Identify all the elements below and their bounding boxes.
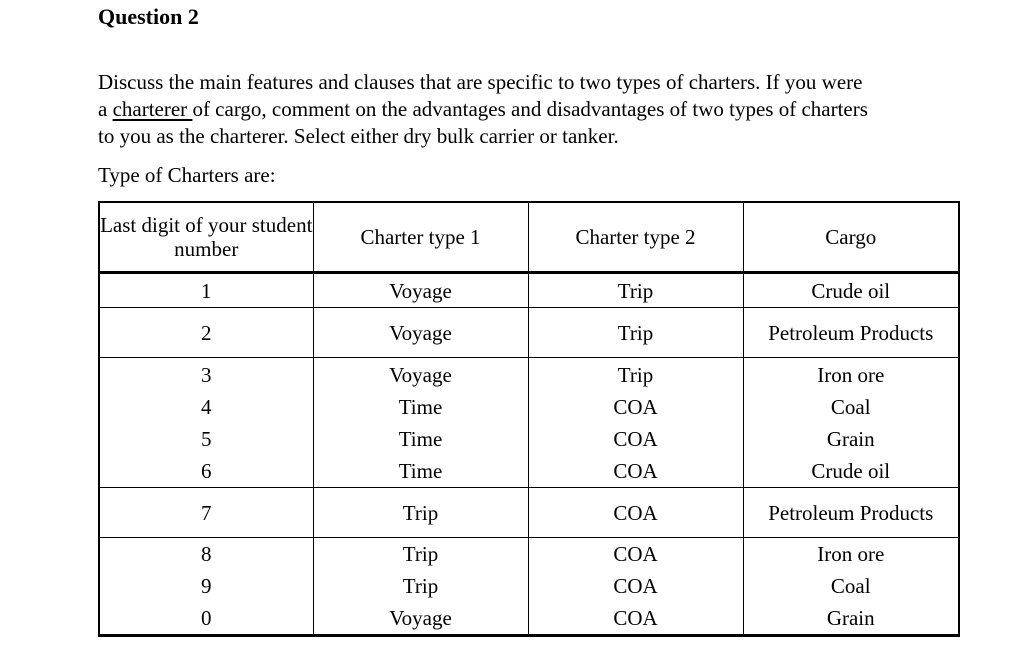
table-header-row [99,202,959,273]
table-row [99,391,959,423]
cell-charter-type-2: Trip [528,358,743,392]
cell-digit: 7 [99,488,313,538]
table-row [99,358,959,392]
charterer-underlined-term: charterer [112,97,193,121]
cell-charter-type-1: Voyage [313,358,528,392]
cell-charter-type-1: Trip [313,488,528,538]
cell-digit: 4 [99,391,313,423]
paragraph-line-2-prefix: a [98,97,113,121]
table-row [99,538,959,571]
cell-charter-type-2: COA [528,538,743,571]
cell-cargo: Crude oil [743,455,959,488]
charter-types-table [98,201,960,637]
cell-digit: 2 [99,308,313,358]
cell-cargo: Petroleum Products [743,488,959,538]
cell-charter-type-2: COA [528,455,743,488]
cell-digit: 3 [99,358,313,392]
cell-digit: 8 [99,538,313,571]
cell-digit: 5 [99,423,313,455]
table-row [99,308,959,358]
cell-charter-type-1: Time [313,423,528,455]
charter-types-intro: Type of Charters are: [98,163,276,187]
cell-digit: 6 [99,455,313,488]
table-row [99,273,959,308]
cell-cargo: Iron ore [743,538,959,571]
cell-charter-type-1: Time [313,391,528,423]
question-paragraph [98,69,968,150]
cell-cargo: Petroleum Products [743,308,959,358]
paragraph-line-2 [98,96,968,123]
cell-charter-type-2: COA [528,488,743,538]
cell-charter-type-1: Voyage [313,308,528,358]
cell-cargo: Coal [743,570,959,602]
cell-cargo: Grain [743,602,959,636]
header-last-digit: Last digit of your student number [99,202,313,273]
table-row [99,455,959,488]
cell-charter-type-1: Trip [313,538,528,571]
cell-charter-type-1: Voyage [313,273,528,308]
cell-cargo: Grain [743,423,959,455]
cell-charter-type-2: COA [528,602,743,636]
cell-cargo: Iron ore [743,358,959,392]
cell-cargo: Crude oil [743,273,959,308]
cell-digit: 1 [99,273,313,308]
paragraph-line-1: Discuss the main features and clauses that are specific to two types of charters. If you were [98,70,863,94]
cell-charter-type-2: Trip [528,273,743,308]
header-charter-type-2: Charter type 2 [528,202,743,273]
cell-charter-type-2: COA [528,423,743,455]
cell-charter-type-2: COA [528,391,743,423]
paragraph-line-2-suffix: of cargo, comment on the advantages and disadvantages of two types of charters [192,97,868,121]
cell-digit: 9 [99,570,313,602]
table-row [99,488,959,538]
table-row [99,602,959,636]
table-row [99,570,959,602]
cell-cargo: Coal [743,391,959,423]
header-charter-type-1: Charter type 1 [313,202,528,273]
cell-digit: 0 [99,602,313,636]
table-row [99,423,959,455]
cell-charter-type-1: Time [313,455,528,488]
question-heading: Question 2 [98,4,199,29]
cell-charter-type-2: Trip [528,308,743,358]
cell-charter-type-1: Voyage [313,602,528,636]
cell-charter-type-2: COA [528,570,743,602]
paragraph-line-3: to you as the charterer. Select either dry bulk carrier or tanker. [98,124,619,148]
header-cargo: Cargo [743,202,959,273]
cell-charter-type-1: Trip [313,570,528,602]
